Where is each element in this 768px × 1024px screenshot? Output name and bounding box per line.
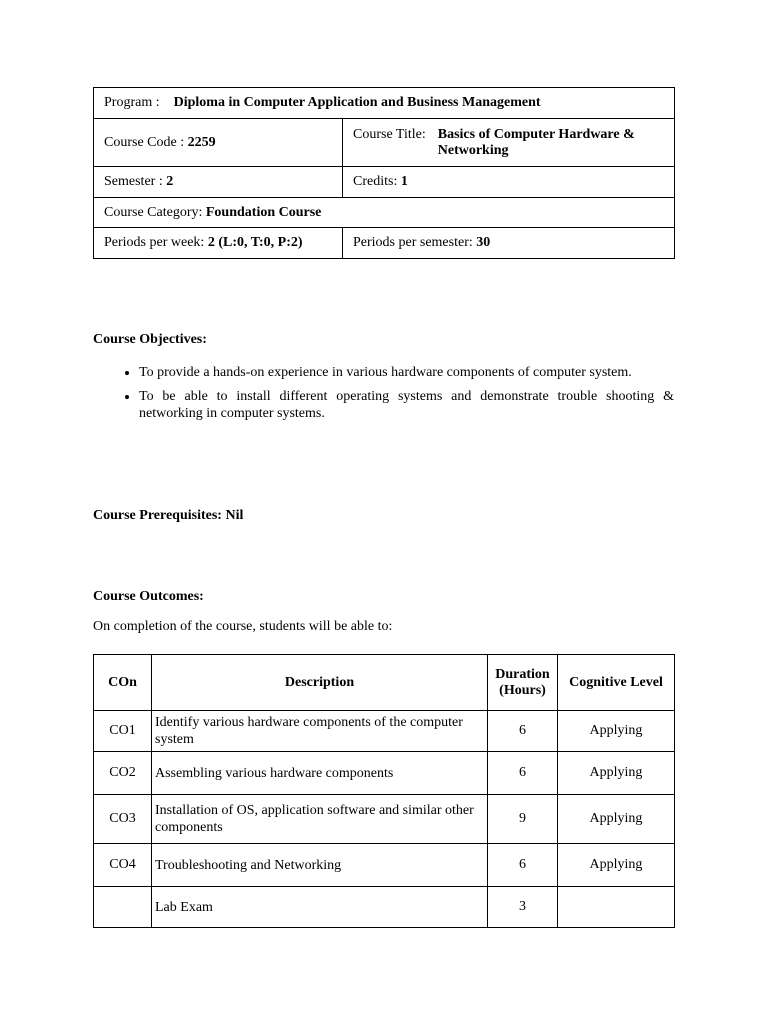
prerequisites-heading: Course Prerequisites: Nil — [93, 508, 244, 523]
description-cell: Troubleshooting and Networking — [152, 844, 488, 887]
level-cell: Applying — [558, 795, 675, 844]
description-cell: Identify various hardware components of the computer system — [152, 711, 488, 752]
course-info-table — [93, 87, 675, 259]
periods-week-cell — [94, 228, 343, 259]
course-title-label: Course Title: — [353, 126, 426, 142]
con-cell: CO4 — [94, 844, 152, 887]
program-cell — [94, 88, 675, 119]
header-cognitive-level: Cognitive Level — [558, 655, 675, 711]
outcomes-intro: On completion of the course, students will be able to: — [93, 619, 393, 634]
periods-semester-label: Periods per semester: — [353, 235, 473, 250]
periods-semester-value: 30 — [476, 235, 491, 250]
course-code-value: 2259 — [187, 134, 216, 150]
objectives-heading: Course Objectives: — [93, 332, 207, 347]
level-cell: Applying — [558, 752, 675, 795]
periods-semester-cell — [343, 228, 675, 259]
level-cell — [558, 887, 675, 928]
duration-cell: 6 — [488, 752, 558, 795]
table-row — [94, 844, 675, 887]
con-cell: CO2 — [94, 752, 152, 795]
duration-cell: 6 — [488, 844, 558, 887]
course-code-cell — [94, 119, 343, 167]
periods-week-value: 2 (L:0, T:0, P:2) — [207, 235, 303, 250]
table-row — [94, 711, 675, 752]
level-cell: Applying — [558, 711, 675, 752]
category-value: Foundation Course — [205, 204, 322, 220]
con-cell — [94, 887, 152, 928]
course-code-label: Course Code : — [104, 134, 185, 150]
course-title-cell — [343, 119, 675, 167]
table-row — [94, 795, 675, 844]
semester-cell — [94, 167, 343, 198]
level-cell: Applying — [558, 844, 675, 887]
periods-week-label: Periods per week: — [104, 235, 205, 250]
document-page — [93, 87, 674, 915]
header-description: Description — [152, 655, 488, 711]
course-title-value: Basics of Computer Hardware & Networking — [437, 126, 635, 158]
outcomes-header-row — [94, 655, 675, 711]
credits-cell — [343, 167, 675, 198]
course-outcomes-table — [93, 654, 675, 928]
program-label: Program : — [104, 95, 160, 110]
credits-value: 1 — [400, 174, 408, 189]
outcomes-heading: Course Outcomes: — [93, 589, 204, 604]
objectives-list — [93, 364, 674, 429]
credits-label: Credits: — [353, 174, 398, 189]
objective-item: • To provide a hands-on experience in various hardware components of computer system. — [139, 364, 674, 381]
semester-value: 2 — [166, 174, 174, 189]
table-row — [94, 887, 675, 928]
duration-cell: 9 — [488, 795, 558, 844]
table-row — [94, 752, 675, 795]
description-cell: Installation of OS, application software and similar other components — [152, 795, 488, 844]
semester-label: Semester : — [104, 174, 163, 189]
program-value: Diploma in Computer Application and Business Management — [173, 95, 541, 110]
header-duration: Duration (Hours) — [488, 655, 558, 711]
duration-cell: 6 — [488, 711, 558, 752]
con-cell: CO3 — [94, 795, 152, 844]
description-cell: Lab Exam — [152, 887, 488, 928]
category-label: Course Category: — [104, 204, 203, 220]
objective-item: • To be able to install different operating systems and demonstrate trouble shooting & networking in computer systems. — [139, 388, 674, 422]
con-cell: CO1 — [94, 711, 152, 752]
header-con: COn — [94, 655, 152, 711]
duration-cell: 3 — [488, 887, 558, 928]
category-cell — [94, 198, 675, 228]
description-cell: Assembling various hardware components — [152, 752, 488, 795]
